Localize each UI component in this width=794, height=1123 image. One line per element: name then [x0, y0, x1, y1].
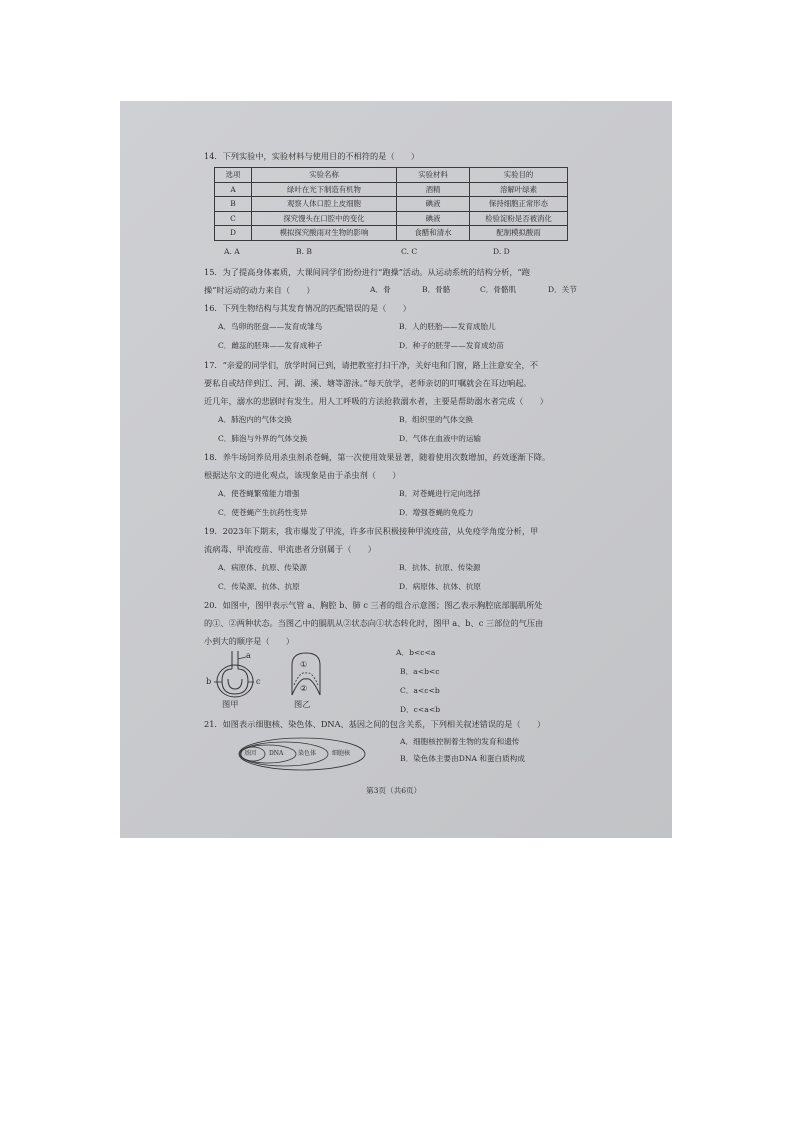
- q17-stem-line2: 要私自或结伴到江、河、湖、溪、塘等游泳。”每天放学，老师亲切的叮嘱就会在耳边响起。: [204, 378, 532, 388]
- table-cell: 配制模拟酸雨: [470, 226, 568, 241]
- q18-option-b: B．对苍蝇进行定向选择: [399, 489, 481, 498]
- q19-option-c: C．传染源、抗体、抗原: [218, 582, 300, 591]
- q17-option-d: D．气体在血液中的运输: [399, 434, 482, 443]
- q21-option-b: B．染色体主要由DNA 和蛋白质构成: [400, 754, 525, 763]
- q17-option-b: B．组织里的气体交换: [399, 415, 473, 424]
- q20-option-d: D．c<a<b: [400, 705, 441, 714]
- q21-nested-diagram: [238, 737, 366, 771]
- q17-option-a: A．肺泡内的气体交换: [218, 415, 292, 424]
- table-row: [215, 197, 568, 212]
- q15-option-c: C．骨骼肌: [480, 285, 517, 294]
- q15-option-a: A．骨: [370, 285, 391, 294]
- q19-stem-line2: 流病毒、甲流疫苗、甲流患者分别属于（ ）: [204, 544, 376, 554]
- label-chromosome: 染色体: [298, 750, 317, 757]
- q16-option-a: A．鸟卵的胚盘——发育成雏鸟: [218, 322, 323, 331]
- q18-option-c: C．使苍蝇产生抗药性变异: [218, 508, 308, 517]
- table-cell: 碘液: [397, 197, 470, 212]
- label-c: c: [256, 676, 261, 686]
- q18-stem-line2: 根据达尔文的进化观点，该现象是由于杀虫剂（ ）: [204, 470, 401, 480]
- table-cell: 保持细胞正常形态: [470, 197, 568, 212]
- q14-option-a: A. A: [224, 247, 240, 256]
- table-cell: 检验淀粉是否被消化: [470, 211, 568, 226]
- table-cell: 酒精: [397, 182, 470, 197]
- q15-option-d: D．关节: [548, 285, 577, 294]
- table-row: [215, 211, 568, 226]
- label-gene: 基因: [244, 750, 257, 757]
- page-footer: 第3页（共6页）: [366, 786, 422, 795]
- table-cell: D: [215, 226, 252, 241]
- table-row: [215, 226, 568, 241]
- q18-option-a: A．使苍蝇繁殖能力增强: [218, 489, 300, 498]
- q19-option-b: B．抗体、抗原、传染源: [399, 563, 481, 572]
- q16-stem: 16．下列生物结构与其发育情况的匹配错误的是（ ）: [204, 303, 411, 313]
- label-b: b: [206, 676, 212, 686]
- q20-option-c: C．a<c<b: [400, 686, 440, 695]
- table-cell: C: [215, 211, 252, 226]
- table-cell: 观察人体口腔上皮细胞: [252, 197, 397, 212]
- q18-stem-line1: 18．养牛场饲养员用杀虫剂杀苍蝇，第一次使用效果显著，随着使用次数增加，药效逐渐下降。: [204, 452, 551, 462]
- q16-option-b: B．人的胚胎——发育成胎儿: [399, 322, 496, 331]
- label-nucleus: 细胞核: [332, 750, 351, 757]
- state-1-marker: ①: [300, 659, 308, 669]
- table-cell: 模拟探究酸雨对生物的影响: [252, 226, 397, 241]
- q19-option-d: D．病原体、抗体、抗原: [399, 582, 482, 591]
- q14-stem: 14．下列实验中，实验材料与使用目的不相符的是（ ）: [204, 151, 420, 161]
- table-cell: 探究馒头在口腔中的变化: [252, 211, 397, 226]
- table-cell: 碘液: [397, 211, 470, 226]
- q15-option-b: B．骨骼: [422, 285, 451, 294]
- table-row: [215, 182, 568, 197]
- q20-stem-line2: 的①、②两种状态。当图乙中的膈肌从②状态向①状态转化时，图甲 a、b、c 三部位的气压由: [204, 618, 544, 628]
- header-cell: 实验材料: [397, 168, 470, 183]
- caption-jia: 图甲: [222, 699, 239, 709]
- label-dna: DNA: [269, 750, 284, 757]
- table-cell: A: [215, 182, 252, 197]
- state-2-marker: ②: [300, 683, 308, 693]
- table-header-row: [215, 168, 568, 183]
- header-cell: 实验目的: [470, 168, 568, 183]
- header-cell: 选项: [215, 168, 252, 183]
- header-cell: 实验名称: [252, 168, 397, 183]
- q18-option-d: D．增强苍蝇的免疫力: [399, 508, 474, 517]
- q14-table: [214, 167, 568, 241]
- table-cell: B: [215, 197, 252, 212]
- label-a: a: [246, 650, 251, 660]
- q15-stem-line1: 15．为了提高身体素质，大课间同学们纷纷进行“跑操”活动。从运动系统的结构分析，“跑: [204, 267, 530, 277]
- photographed-exam-sheet: [120, 101, 672, 838]
- q16-option-c: C．雌蕊的胚珠——发育成种子: [218, 341, 323, 350]
- q14-option-d: D. D: [493, 247, 510, 256]
- table-cell: 绿叶在光下制造有机物: [252, 182, 397, 197]
- q16-option-d: D．种子的胚芽——发育成幼苗: [399, 341, 504, 350]
- exam-page: [120, 101, 672, 838]
- q17-option-c: C．肺泡与外界的气体交换: [218, 434, 308, 443]
- q21-stem: 21．如图表示细胞核、染色体、DNA、基因之间的包含关系，下列相关叙述错误的是（ ）: [204, 719, 546, 729]
- q19-option-a: A．病原体、抗原、传染源: [218, 563, 308, 572]
- q19-stem-line1: 19．2023年下期末，我市爆发了甲流，许多市民积极接种甲流疫苗，从免疫学角度分析，甲: [204, 526, 539, 536]
- table-cell: 溶解叶绿素: [470, 182, 568, 197]
- figure-jia: [202, 649, 292, 711]
- q21-option-a: A．细胞核控制着生物的发育和遗传: [400, 737, 520, 746]
- q20-option-a: A．b<c<a: [396, 648, 436, 657]
- q15-stem-line2: 操”时运动的动力来自（ ）: [204, 285, 315, 295]
- q20-option-b: B．a<b<c: [400, 667, 440, 676]
- figure-yi: [286, 651, 326, 711]
- q14-option-c: C. C: [401, 247, 418, 256]
- q20-stem-line3: 小到大的顺序是（ ）: [204, 636, 295, 646]
- q17-stem-line1: 17．“亲爱的同学们，放学时间已到，请把教室打扫干净，关好电和门窗，路上注意安全，不: [204, 360, 538, 370]
- table-cell: 食醋和清水: [397, 226, 470, 241]
- q20-stem-line1: 20．如图中，图甲表示气管 a、胸腔 b、肺 c 三者的组合示意图；图乙表示胸腔底部膈肌所处: [204, 600, 543, 610]
- q14-option-b: B. B: [296, 247, 312, 256]
- caption-yi: 图乙: [294, 699, 311, 709]
- q17-stem-line3: 近几年，溺水的悲剧时有发生。用人工呼吸的方法抢救溺水者，主要是帮助溺水者完成（ ）: [204, 396, 548, 406]
